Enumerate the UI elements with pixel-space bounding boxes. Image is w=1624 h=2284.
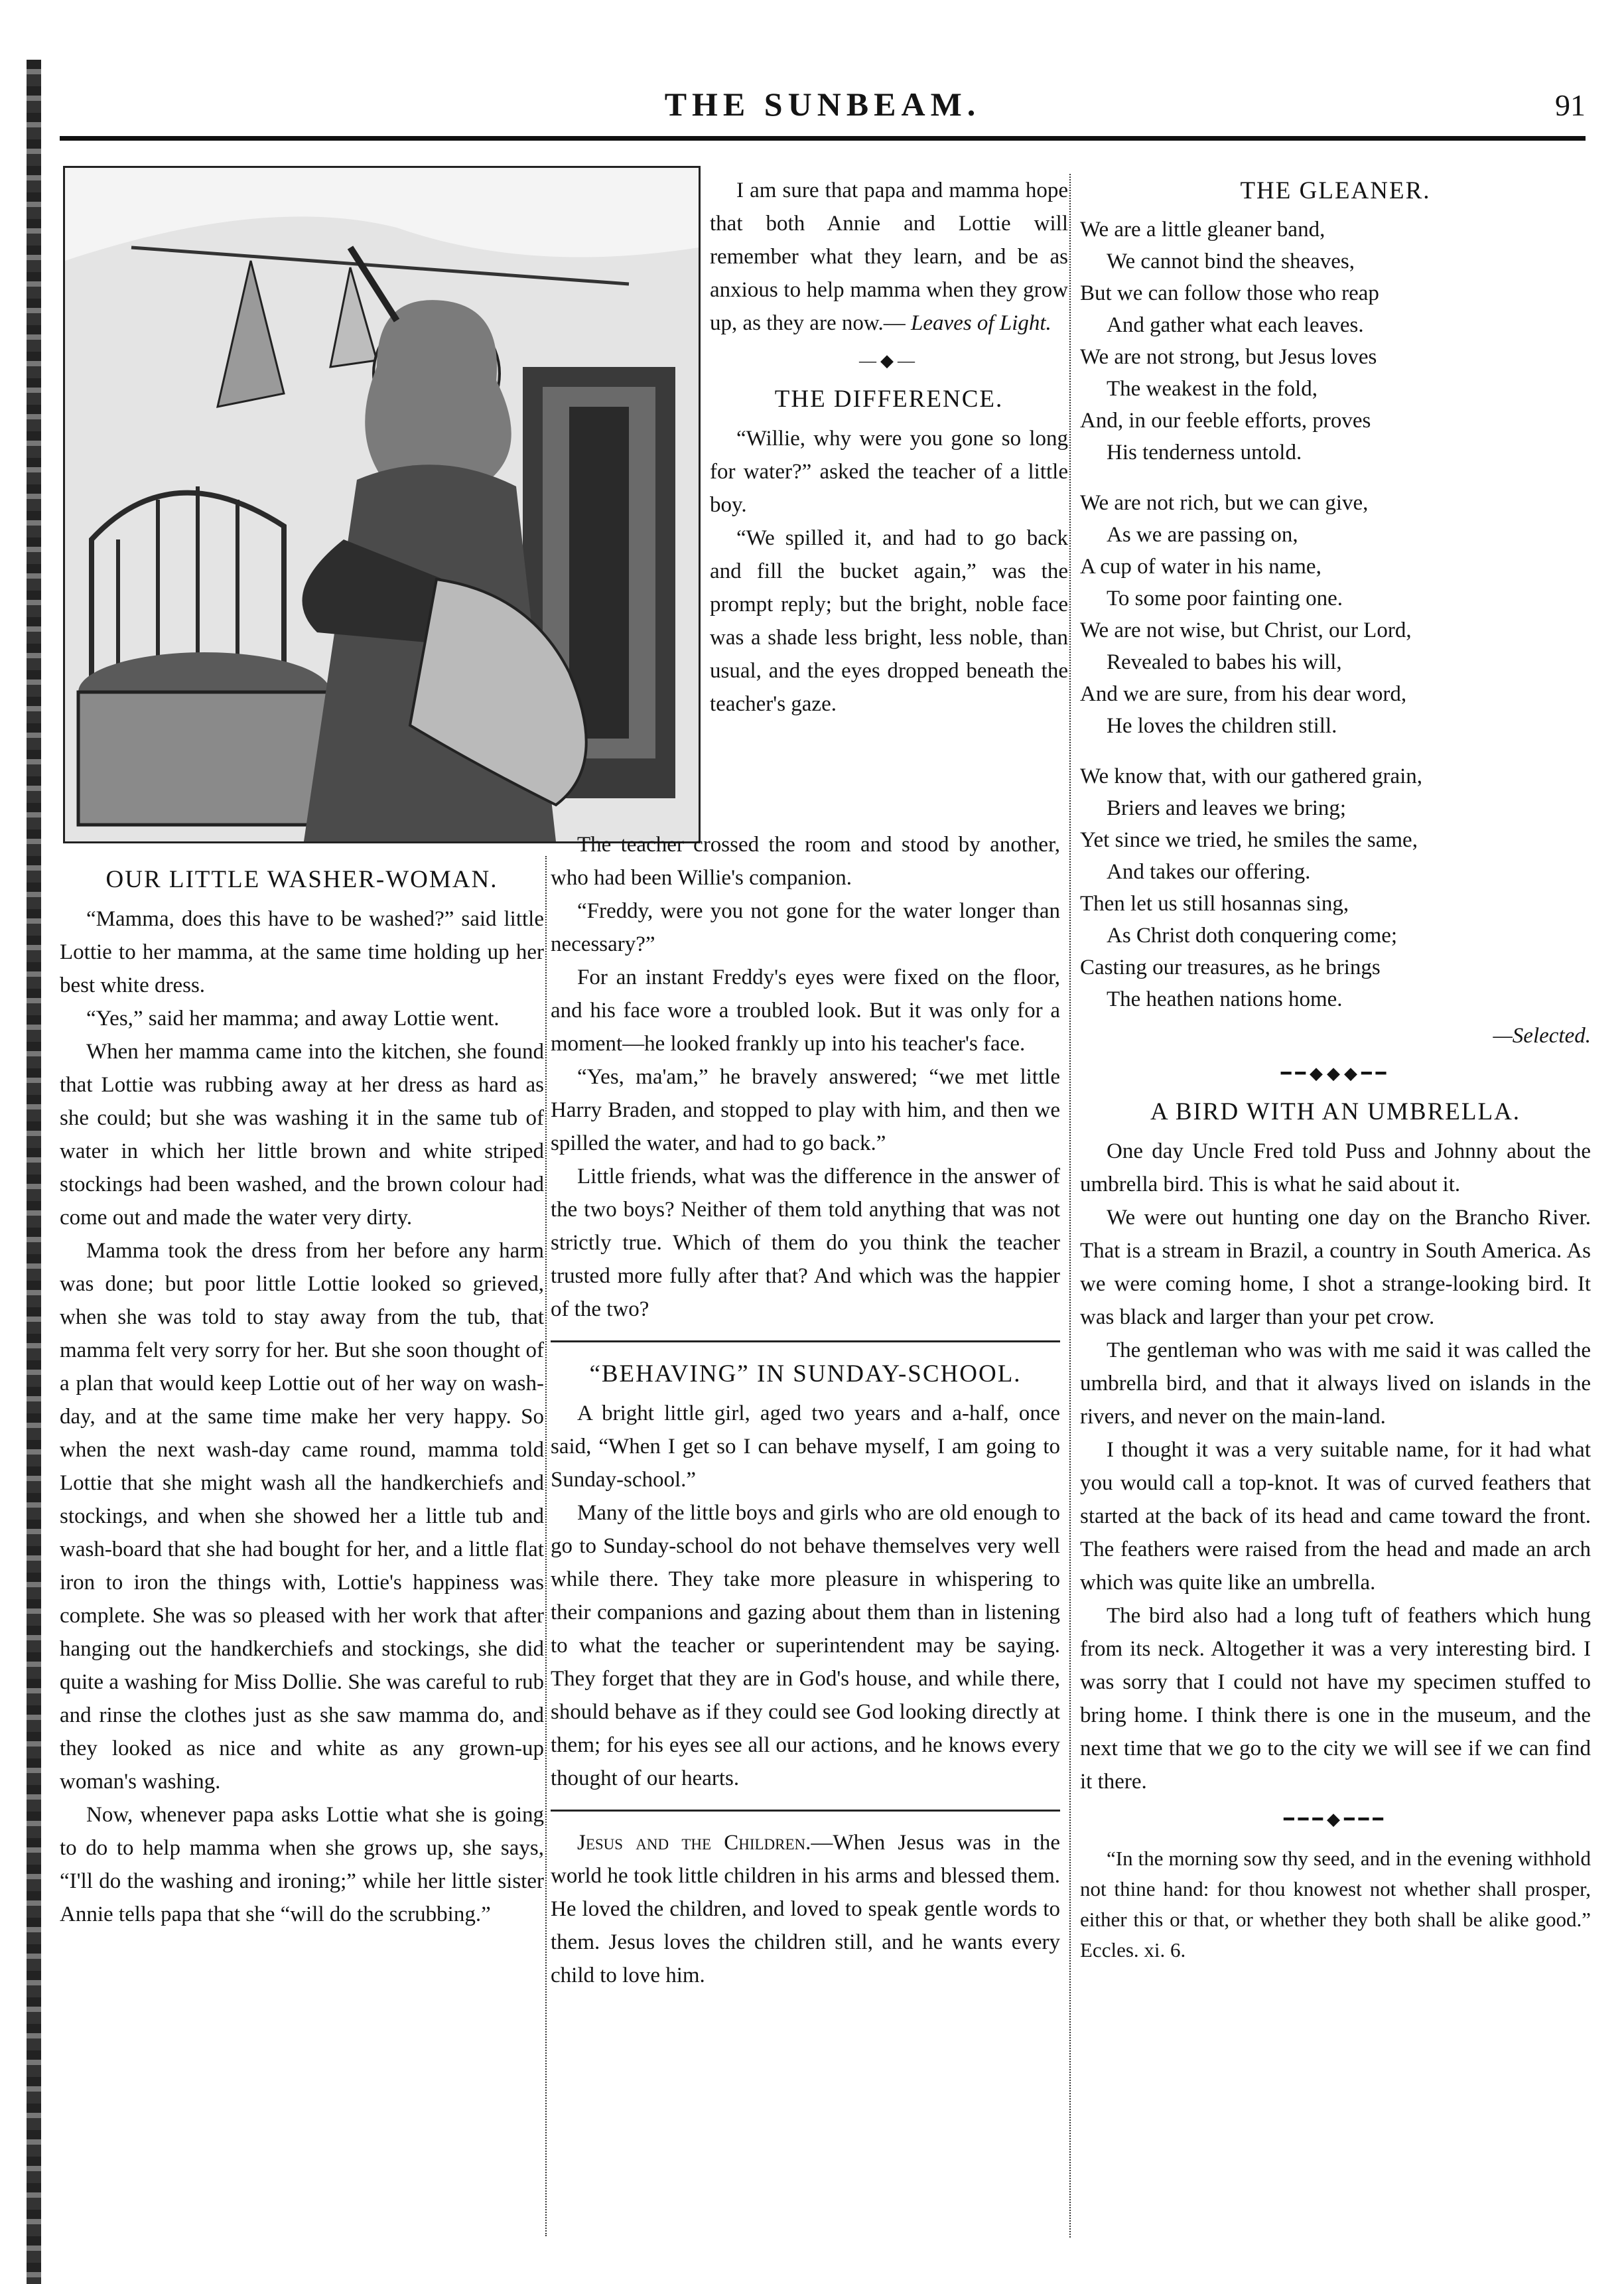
difference-heading: THE DIFFERENCE. [774, 386, 1004, 413]
ornament-divider: —◆— [859, 351, 919, 370]
column-divider [545, 856, 547, 2236]
poem-line: And, in our feeble efforts, proves [1080, 409, 1371, 433]
behaving-paragraph: A bright little girl, aged two years and a-half, once said, “When I get so I can behave myself, I am going to Sunday-school.” [551, 1401, 1060, 1492]
washer-continuation-text: I am sure that papa and mamma hope that both Annie and Lottie will remember what they learn, and be as anxious to help mamma when they grow up, as they are now.— [710, 178, 1068, 335]
bird-paragraph: We were out hunting one day on the Brancho River. That is a stream in Brazil, a country in South America. As we were coming home, I shot a strange-looking bird. It was black and larger than your pet crow. [1080, 1206, 1591, 1329]
poem-stanza [1080, 214, 1591, 468]
bird-paragraph: The gentleman who was with me said it was called the umbrella bird, and that it always lived on islands in the rivers, and never on the main-land. [1080, 1338, 1591, 1429]
binding-edge [27, 60, 41, 2284]
poem-line: Yet since we tried, he smiles the same, [1080, 828, 1418, 852]
poem-attribution: —Selected. [1493, 1024, 1591, 1048]
difference-paragraph: “We spilled it, and had to go back and fill the bucket again,” was the prompt reply; but the bright, noble face was a shade less bright, less noble, than usual, and the eyes dropped beneath the teacher's gaze. [710, 526, 1068, 716]
washer-continuation [710, 174, 1068, 340]
masthead-rule [60, 136, 1586, 141]
washer-heading: OUR LITTLE WASHER-WOMAN. [105, 866, 498, 893]
poem-line: A cup of water in his name, [1080, 555, 1321, 579]
difference-paragraph: “Yes, ma'am,” he bravely answered; “we met little Harry Braden, and stopped to play with him, and then we spilled the water, and had to go back.” [551, 1065, 1060, 1155]
bird-paragraph: The bird also had a long tuft of feathers which hung from its neck. Altogether it was a very interesting bird. I was sorry that I could not have my specimen stuffed to bring home. I think there is one in the museum, and the next time that we go to the city we will see if we can find it there. [1080, 1604, 1591, 1794]
behaving-heading: “BEHAVING” IN SUNDAY-SCHOOL. [589, 1360, 1022, 1388]
poem-line: And takes our offering. [1107, 860, 1311, 884]
washer-paragraph: When her mamma came into the kitchen, she found that Lottie was rubbing away at her dress as hard as she could; but she was washing it in the same tub of water in which her little brown and white striped stockings had been washed, and the brown colour had come out and made the water very dirty. [60, 1040, 544, 1230]
poem-line: As we are passing on, [1107, 523, 1298, 547]
behaving-paragraph: Many of the little boys and girls who are old enough to go to Sunday-school do not behave themselves very well while there. They take more pleasure in whispering to their companions and gazing about them than in listening to what the teacher or superintendent may be saying. They forget that they are in God's house, and while there, should behave as if they could see God looking directly at them; for his eyes see all our actions, and he knows every thought of our hearts. [551, 1501, 1060, 1790]
poem-line: To some poor fainting one. [1107, 587, 1343, 610]
difference-paragraph: Little friends, what was the difference in the answer of the two boys? Neither of them told anything that was not strictly true. Which of them do you think the teacher trusted more fully after that? And which was the happier of the two? [551, 1165, 1060, 1321]
poem-line: We are a little gleaner band, [1080, 218, 1325, 242]
scripture-quote: “In the morning sow thy seed, and in the evening withhold not thine hand: for thou knowest not whether shall prosper, either this or that, or whether they both shall be alike good.” Eccles. xi. 6. [1080, 1847, 1591, 1962]
poem-line: We are not wise, but Christ, our Lord, [1080, 618, 1412, 642]
poem-line: The weakest in the fold, [1107, 377, 1318, 401]
ornament-divider: ━━◆◆◆━━ [1280, 1064, 1390, 1083]
poem-line: Revealed to babes his will, [1107, 650, 1342, 674]
poem-line: And we are sure, from his dear word, [1080, 682, 1407, 706]
poem-line: And gather what each leaves. [1107, 313, 1364, 337]
poem-line: We are not rich, but we can give, [1080, 491, 1369, 515]
gleaner-heading: THE GLEANER. [1240, 177, 1431, 204]
page-number: 91 [1555, 88, 1586, 122]
difference-paragraph: “Willie, why were you gone so long for water?” asked the teacher of a little boy. [710, 427, 1068, 517]
section-rule [551, 1340, 1060, 1342]
column-divider [1069, 174, 1071, 2238]
poem-line: He loves the children still. [1107, 714, 1337, 738]
jesus-paragraph [551, 1826, 1060, 1992]
poem-line: But we can follow those who reap [1080, 281, 1379, 305]
column-middle-top [710, 174, 1068, 721]
column-right [1080, 174, 1591, 1965]
section-rule [551, 1810, 1060, 1812]
washer-source: Leaves of Light. [911, 311, 1051, 335]
poem-line: We know that, with our gathered grain, [1080, 764, 1423, 788]
poem-line: As Christ doth conquering come; [1107, 924, 1398, 948]
difference-paragraph: For an instant Freddy's eyes were fixed on the floor, and his face wore a troubled look. But it was only for a moment—he looked frankly up into his teacher's face. [551, 965, 1060, 1056]
masthead [60, 85, 1586, 131]
ornament-divider: ━━━◆━━━ [1284, 1810, 1387, 1829]
difference-paragraph: “Freddy, were you not gone for the water longer than necessary?” [551, 899, 1060, 956]
bird-paragraph: One day Uncle Fred told Puss and Johnny about the umbrella bird. This is what he said about it. [1080, 1139, 1591, 1196]
poem-line: Briers and leaves we bring; [1107, 796, 1347, 820]
washer-paragraph: Now, whenever papa asks Lottie what she is going to do to help mamma when she grows up, she says, “I'll do the washing and ironing;” while her little sister Annie tells papa that she “will do the scrubbing.” [60, 1803, 544, 1926]
difference-paragraph: The teacher crossed the room and stood by another, who had been Willie's companion. [551, 833, 1060, 890]
column-middle [551, 828, 1060, 1992]
bird-heading: A BIRD WITH AN UMBRELLA. [1150, 1098, 1521, 1125]
washer-paragraph: Mamma took the dress from her before any harm was done; but poor little Lottie looked so grieved, when she was told to stay away from the tub, that mamma felt very sorry for her. But she soon thought of a plan that would keep Lottie out of her way on wash-day, and at the same time make her very happy. So when the next wash-day came round, mamma told Lottie that she might wash all the handkerchiefs and stockings, and when she showed her a little tub and wash-board that she had bought for her, and a little flat iron to iron the things with, Lottie's happiness was complete. She was so pleased with her work that after hanging out the handkerchiefs and stockings, she did quite a washing for Miss Dollie. She was careful to rub and rinse the clothes just as she saw mamma do, and they looked as nice and white as any grown-up woman's washing. [60, 1239, 544, 1794]
poem-line: Casting our treasures, as he brings [1080, 956, 1381, 979]
washer-paragraph: “Mamma, does this have to be washed?” said little Lottie to her mamma, at the same time holding up her best white dress. [60, 907, 544, 997]
girl-washing-illustration [63, 166, 701, 843]
poem-line: We cannot bind the sheaves, [1107, 250, 1355, 273]
washer-paragraph: “Yes,” said her mamma; and away Lottie went. [86, 1007, 500, 1031]
poem-stanza [1080, 760, 1591, 1015]
poem-line: The heathen nations home. [1107, 987, 1343, 1011]
poem-line: We are not strong, but Jesus loves [1080, 345, 1377, 369]
jesus-text: —When Jesus was in the world he took little children in his arms and blessed them. He loved the children, and loved to speak gentle words to them. Jesus loves the children still, and he wants every child to love him. [551, 1831, 1060, 1987]
poem-line: Then let us still hosannas sing, [1080, 892, 1349, 916]
jesus-lead: Jesus and the Children. [577, 1831, 811, 1855]
column-left [60, 863, 544, 1931]
bird-paragraph: I thought it was a very suitable name, for it had what you would call a top-knot. It was of curved feathers that started at the back of its head and came toward the front. The feathers were raised from the head and made an arch which was quite like an umbrella. [1080, 1438, 1591, 1595]
poem-line: His tenderness untold. [1107, 441, 1302, 464]
publication-title: THE SUNBEAM. [664, 86, 981, 123]
poem-stanza [1080, 487, 1591, 742]
